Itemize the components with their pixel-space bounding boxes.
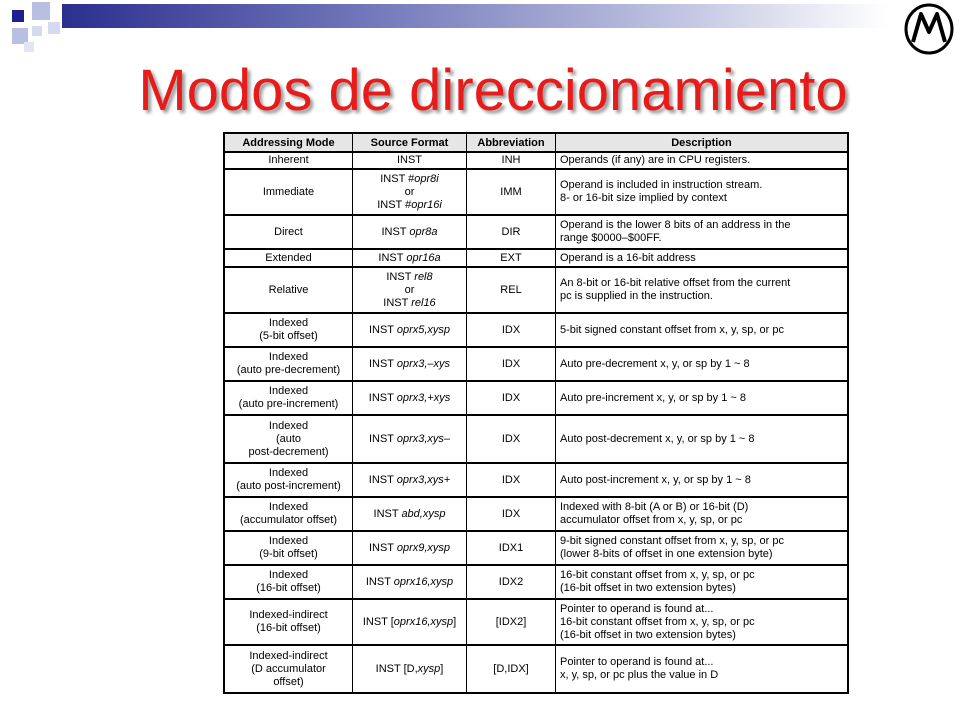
cell-line: [IDX2] xyxy=(495,615,527,628)
cell-line: (D accumulator xyxy=(251,662,326,675)
cell-line: INST oprx3,–xys xyxy=(368,357,451,370)
cell-line: INST [D,xysp] xyxy=(375,662,444,675)
cell-line: INST #opr8i xyxy=(380,172,439,185)
cell-line: Operand is included in instruction stream. xyxy=(560,179,763,191)
table-row xyxy=(224,463,848,497)
cell-source-format xyxy=(353,347,467,381)
cell-source-format xyxy=(353,249,467,267)
cell-line: (16-bit offset) xyxy=(256,582,321,594)
cell-line: (lower 8-bits of offset in one extension byte) xyxy=(560,548,773,560)
cell-line: Operands (if any) are in CPU registers. xyxy=(560,154,751,166)
cell-line: INST oprx3,xys+ xyxy=(368,473,451,486)
table-row xyxy=(224,313,848,347)
cell-line: [D,IDX] xyxy=(493,662,529,675)
cell-line: EXT xyxy=(500,251,522,264)
cell-line: REL xyxy=(500,283,522,296)
cell-line: INST oprx3,+xys xyxy=(368,391,451,404)
decor-square xyxy=(32,26,42,36)
table-row xyxy=(224,249,848,267)
table-row xyxy=(224,565,848,599)
cell-line: Auto pre-decrement x, y, or sp by 1 ~ 8 xyxy=(560,357,750,370)
addressing-modes-table xyxy=(223,132,849,694)
column-header: Source Format xyxy=(353,133,467,152)
cell-addressing-mode xyxy=(224,599,353,645)
table-header-row xyxy=(224,133,848,152)
cell-abbreviation xyxy=(467,249,556,267)
cell-source-format xyxy=(353,497,467,531)
cell-description xyxy=(556,347,849,381)
cell-addressing-mode xyxy=(224,497,353,531)
cell-abbreviation xyxy=(467,531,556,565)
cell-description xyxy=(556,531,849,565)
cell-line: 8- or 16-bit size implied by context xyxy=(560,192,727,204)
cell-line: INST rel8 xyxy=(386,270,433,283)
table-row xyxy=(224,415,848,463)
cell-line: post-decrement) xyxy=(248,445,329,458)
cell-line: (16-bit offset) xyxy=(256,622,321,634)
cell-line: IDX xyxy=(501,473,521,486)
cell-line: 5-bit signed constant offset from x, y, sp, or pc xyxy=(560,323,784,336)
cell-line: (auto pre-decrement) xyxy=(236,364,341,376)
cell-line: Immediate xyxy=(262,185,315,198)
cell-line: IDX xyxy=(501,507,521,520)
cell-abbreviation xyxy=(467,152,556,169)
table-row xyxy=(224,497,848,531)
cell-addressing-mode xyxy=(224,415,353,463)
cell-line: pc is supplied in the instruction. xyxy=(560,290,713,302)
cell-line: Relative xyxy=(268,283,309,296)
cell-addressing-mode xyxy=(224,215,353,249)
cell-source-format xyxy=(353,415,467,463)
header-gradient-bar xyxy=(62,4,888,28)
cell-line: Indexed xyxy=(268,569,309,581)
cell-abbreviation xyxy=(467,169,556,215)
cell-abbreviation xyxy=(467,215,556,249)
table-row xyxy=(224,381,848,415)
cell-description xyxy=(556,381,849,415)
cell-line: Operand is the lower 8 bits of an address in the xyxy=(560,219,791,231)
cell-line: INST oprx5,xysp xyxy=(368,323,451,336)
cell-line: accumulator offset from x, y, sp, or pc xyxy=(560,514,743,526)
cell-line: IDX2 xyxy=(498,575,524,588)
cell-description xyxy=(556,645,849,693)
cell-abbreviation xyxy=(467,347,556,381)
cell-description xyxy=(556,565,849,599)
cell-line: (16-bit offset in two extension bytes) xyxy=(560,628,736,641)
cell-description xyxy=(556,267,849,313)
cell-line: INST [oprx16,xysp] xyxy=(362,615,457,628)
cell-line: Indexed xyxy=(268,501,309,513)
cell-line: Auto pre-increment x, y, or sp by 1 ~ 8 xyxy=(560,391,746,404)
cell-line: Indexed xyxy=(268,317,309,329)
slide-title: Modos de direccionamiento xyxy=(138,58,848,123)
cell-line: Pointer to operand is found at... xyxy=(560,656,714,668)
cell-line: Pointer to operand is found at... xyxy=(560,602,714,615)
cell-line: Inherent xyxy=(268,154,309,166)
cell-line: (auto pre-increment) xyxy=(238,398,339,410)
cell-line: range $0000–$00FF. xyxy=(560,232,662,244)
cell-line: INH xyxy=(501,154,521,166)
column-header: Addressing Mode xyxy=(224,133,353,152)
cell-description xyxy=(556,169,849,215)
cell-source-format xyxy=(353,463,467,497)
cell-line: DIR xyxy=(501,225,521,238)
cell-line: Indexed xyxy=(268,419,309,432)
cell-line: (accumulator offset) xyxy=(239,514,337,526)
cell-line: IDX xyxy=(501,432,521,445)
cell-line: An 8-bit or 16-bit relative offset from the current xyxy=(560,277,791,289)
cell-source-format xyxy=(353,152,467,169)
cell-description xyxy=(556,152,849,169)
cell-abbreviation xyxy=(467,463,556,497)
cell-line: or xyxy=(404,283,415,296)
addressing-modes-table-container xyxy=(223,132,849,694)
cell-source-format xyxy=(353,313,467,347)
cell-abbreviation xyxy=(467,313,556,347)
cell-addressing-mode xyxy=(224,249,353,267)
cell-addressing-mode xyxy=(224,531,353,565)
cell-line: offset) xyxy=(273,675,304,688)
table-row xyxy=(224,169,848,215)
cell-line: IDX xyxy=(501,323,521,336)
decor-square xyxy=(32,2,50,20)
cell-line: 16-bit constant offset from x, y, sp, or pc xyxy=(560,569,755,581)
cell-line: INST oprx16,xysp xyxy=(365,575,454,588)
cell-addressing-mode xyxy=(224,169,353,215)
cell-description xyxy=(556,497,849,531)
cell-line: 9-bit signed constant offset from x, y, sp, or pc xyxy=(560,535,784,547)
cell-addressing-mode xyxy=(224,463,353,497)
cell-addressing-mode xyxy=(224,565,353,599)
cell-source-format xyxy=(353,169,467,215)
cell-abbreviation xyxy=(467,415,556,463)
cell-line: Indexed-indirect xyxy=(249,649,328,662)
table-row xyxy=(224,599,848,645)
cell-addressing-mode xyxy=(224,152,353,169)
table-row xyxy=(224,267,848,313)
cell-line: IMM xyxy=(500,185,522,198)
cell-line: (auto post-increment) xyxy=(236,480,341,492)
decor-square xyxy=(12,10,24,22)
cell-line: INST opr8a xyxy=(381,225,438,238)
cell-source-format xyxy=(353,599,467,645)
cell-line: (16-bit offset in two extension bytes) xyxy=(560,582,736,594)
cell-line: x, y, sp, or pc plus the value in D xyxy=(560,669,719,681)
cell-line: INST opr16a xyxy=(378,251,441,264)
cell-source-format xyxy=(353,381,467,415)
cell-abbreviation xyxy=(467,497,556,531)
column-header: Abbreviation xyxy=(467,133,556,152)
cell-line: IDX1 xyxy=(498,541,524,554)
cell-source-format xyxy=(353,565,467,599)
cell-line: Indexed xyxy=(268,351,309,363)
column-header: Description xyxy=(556,133,849,152)
table-row xyxy=(224,531,848,565)
cell-line: or xyxy=(404,185,415,198)
cell-description xyxy=(556,415,849,463)
cell-line: INST #opr16i xyxy=(377,198,442,211)
cell-abbreviation xyxy=(467,381,556,415)
cell-abbreviation xyxy=(467,565,556,599)
cell-addressing-mode xyxy=(224,645,353,693)
table-row xyxy=(224,645,848,693)
cell-line: Indexed xyxy=(268,535,309,547)
decor-square xyxy=(48,22,60,34)
table-row xyxy=(224,215,848,249)
cell-line: Indexed xyxy=(268,467,309,479)
cell-line: INST xyxy=(396,154,423,166)
cell-line: Indexed with 8-bit (A or B) or 16-bit (D) xyxy=(560,501,749,513)
cell-abbreviation xyxy=(467,599,556,645)
cell-line: Direct xyxy=(274,225,303,238)
cell-line: IDX xyxy=(501,391,521,404)
table-row xyxy=(224,152,848,169)
decor-square xyxy=(24,42,34,52)
cell-abbreviation xyxy=(467,645,556,693)
cell-line: IDX xyxy=(501,357,521,370)
cell-description xyxy=(556,313,849,347)
cell-line: Auto post-decrement x, y, or sp by 1 ~ 8 xyxy=(560,432,755,445)
cell-line: INST rel16 xyxy=(383,296,436,309)
cell-line: (5-bit offset) xyxy=(259,330,318,342)
cell-description xyxy=(556,215,849,249)
cell-abbreviation xyxy=(467,267,556,313)
cell-addressing-mode xyxy=(224,267,353,313)
cell-line: INST oprx9,xysp xyxy=(368,541,451,554)
motorola-logo-icon xyxy=(902,2,956,56)
cell-description xyxy=(556,463,849,497)
cell-line: Operand is a 16-bit address xyxy=(560,251,696,264)
cell-addressing-mode xyxy=(224,347,353,381)
cell-line: (auto xyxy=(275,432,302,445)
cell-line: 16-bit constant offset from x, y, sp, or pc xyxy=(560,615,755,628)
cell-line: INST oprx3,xys– xyxy=(368,432,451,445)
cell-line: (9-bit offset) xyxy=(259,548,318,560)
cell-source-format xyxy=(353,267,467,313)
table-row xyxy=(224,347,848,381)
cell-description xyxy=(556,599,849,645)
cell-addressing-mode xyxy=(224,313,353,347)
cell-source-format xyxy=(353,645,467,693)
cell-line: Indexed-indirect xyxy=(249,609,328,621)
cell-line: Extended xyxy=(265,251,312,264)
cell-line: INST abd,xysp xyxy=(373,507,446,520)
cell-line: Indexed xyxy=(268,385,309,397)
cell-line: Auto post-increment x, y, or sp by 1 ~ 8 xyxy=(560,473,751,486)
cell-source-format xyxy=(353,215,467,249)
cell-source-format xyxy=(353,531,467,565)
cell-addressing-mode xyxy=(224,381,353,415)
cell-description xyxy=(556,249,849,267)
